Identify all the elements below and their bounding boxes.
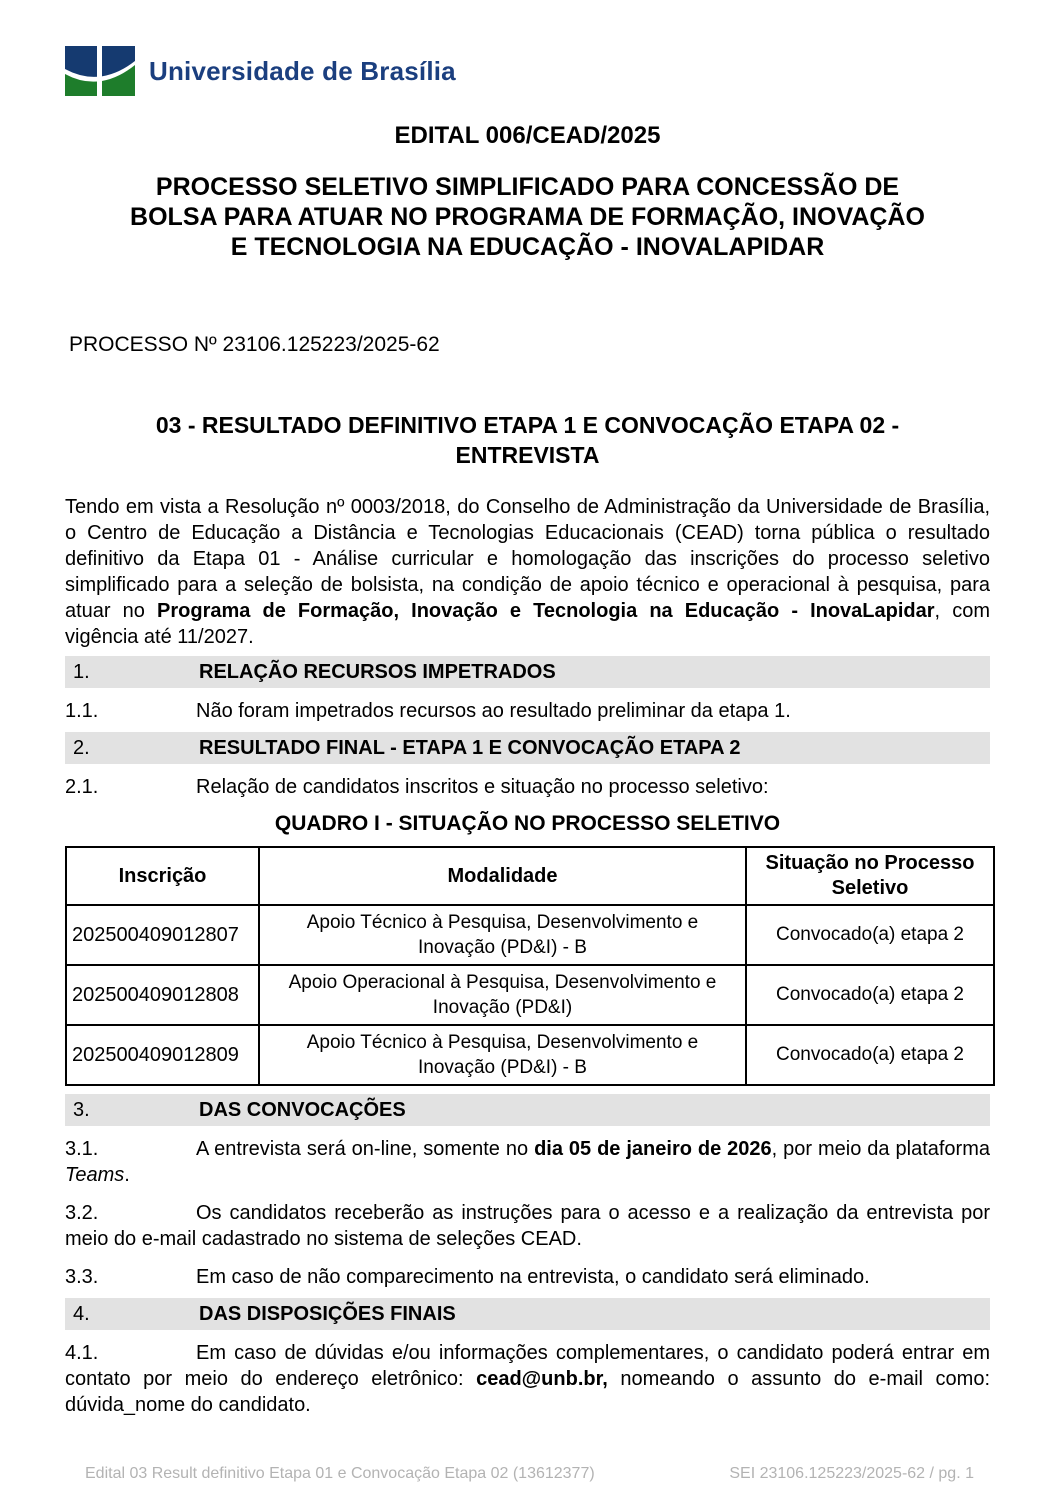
intro-paragraph [65, 494, 990, 650]
section-3-number: 3. [73, 1099, 90, 1121]
edital-title: EDITAL 006/CEAD/2025 [394, 122, 661, 149]
table-header-row [66, 847, 994, 905]
edital-subtitle: PROCESSO SELETIVO SIMPLIFICADO PARA CONCESSÃO DE BOLSA PARA ATUAR NO PROGRAMA DE FORMAÇÃO, INOVAÇÃO E TECNOLOGIA NA EDUCAÇÃO - INOVALAPIDAR [130, 173, 925, 261]
footer-document-label: Edital 03 Result definitivo Etapa 01 e Convocação Etapa 02 (13612377) [85, 1465, 595, 1482]
section-2-header [65, 732, 990, 764]
cell-inscricao: 202500409012808 [66, 965, 259, 1025]
item-3-3-text: Em caso de não comparecimento na entrevista, o candidato será eliminado. [196, 1266, 870, 1288]
process-number: PROCESSO Nº 23106.125223/2025-62 [69, 333, 440, 356]
result-section-heading: 03 - RESULTADO DEFINITIVO ETAPA 1 E CONVOCAÇÃO ETAPA 02 - ENTREVISTA [155, 412, 900, 468]
item-3-2 [65, 1200, 990, 1252]
cell-inscricao: 202500409012809 [66, 1025, 259, 1085]
item-3-3-number: 3.3. [65, 1266, 99, 1288]
intro-text-1: Tendo em vista a Resolução nº 0003/2018, do Conselho de Administração da Universidade de Brasília, o Centro de Educação a Distância e Tecnologias Educacionais (CEAD) torna pública o resultado definitivo da Etapa 01 - Análise curricular e homologação das inscrições do processo seletivo simplificado para a seleção de bolsista, na condição de apoio técnico e operacional à pesquisa, para atuar no [65, 496, 990, 622]
item-3-1-platform: Teams [65, 1164, 125, 1186]
intro-text-2: , com vigência até 11/2027. [65, 600, 990, 648]
section-4-number: 4. [73, 1303, 90, 1325]
item-1-1 [65, 698, 990, 724]
item-4-1-text-2: nomeando o assunto do e-mail como: dúvida_nome do candidato. [65, 1368, 991, 1416]
col-header-inscricao: Inscrição [66, 847, 259, 905]
item-3-2-number: 3.2. [65, 1202, 99, 1224]
item-3-1-text-3: . [124, 1164, 130, 1186]
cell-situacao: Convocado(a) etapa 2 [746, 905, 994, 965]
item-3-3 [65, 1264, 990, 1290]
unb-logo-header [65, 46, 990, 96]
section-3-header [65, 1094, 990, 1126]
university-name: Universidade de Brasília [149, 55, 456, 86]
col-header-modalidade: Modalidade [259, 847, 746, 905]
item-3-1-number: 3.1. [65, 1138, 99, 1160]
item-3-2-text: Os candidatos receberão as instruções para o acesso e a realização da entrevista por meio do e-mail cadastrado no sistema de seleções CEAD. [65, 1202, 990, 1250]
item-3-1-text-2: , por meio da plataforma [771, 1138, 990, 1160]
item-2-1 [65, 774, 990, 800]
unb-logo-icon [65, 46, 135, 96]
item-3-1-text-1: A entrevista será on-line, somente no [196, 1138, 535, 1160]
cell-situacao: Convocado(a) etapa 2 [746, 1025, 994, 1085]
item-2-1-text: Relação de candidatos inscritos e situação no processo seletivo: [196, 776, 769, 798]
section-1-title: RELAÇÃO RECURSOS IMPETRADOS [199, 661, 556, 683]
situacao-table [65, 846, 995, 1086]
col-header-situacao: Situação no Processo Seletivo [746, 847, 994, 905]
item-1-1-number: 1.1. [65, 700, 99, 722]
table-row [66, 1025, 994, 1085]
cell-inscricao: 202500409012807 [66, 905, 259, 965]
item-2-1-number: 2.1. [65, 776, 99, 798]
item-4-1-text-1: Em caso de dúvidas e/ou informações complementares, o candidato poderá entrar em contato por meio do endereço eletrônico: [65, 1342, 990, 1390]
item-4-1-number: 4.1. [65, 1342, 99, 1364]
cell-situacao: Convocado(a) etapa 2 [746, 965, 994, 1025]
section-2-title: RESULTADO FINAL - ETAPA 1 E CONVOCAÇÃO ETAPA 2 [199, 737, 741, 759]
table-row [66, 905, 994, 965]
section-1-number: 1. [73, 661, 90, 683]
section-1-header [65, 656, 990, 688]
section-4-title: DAS DISPOSIÇÕES FINAIS [199, 1303, 456, 1325]
table-row [66, 965, 994, 1025]
quadro-title: QUADRO I - SITUAÇÃO NO PROCESSO SELETIVO [274, 812, 781, 835]
page-footer [65, 1465, 990, 1483]
footer-sei-page-label: SEI 23106.125223/2025-62 / pg. 1 [729, 1465, 974, 1482]
cell-modalidade: Apoio Técnico à Pesquisa, Desenvolvimento e Inovação (PD&I) - B [259, 1025, 746, 1085]
section-3-title: DAS CONVOCAÇÕES [199, 1099, 406, 1121]
item-4-1 [65, 1340, 990, 1418]
item-4-1-email: cead@unb.br, [476, 1368, 608, 1390]
item-1-1-text: Não foram impetrados recursos ao resultado preliminar da etapa 1. [196, 700, 791, 722]
section-4-header [65, 1298, 990, 1330]
item-3-1-date: dia 05 de janeiro de 2026 [534, 1138, 772, 1160]
intro-program-name: Programa de Formação, Inovação e Tecnologia na Educação - InovaLapidar [157, 600, 935, 622]
item-3-1 [65, 1136, 990, 1188]
section-2-number: 2. [73, 737, 90, 759]
cell-modalidade: Apoio Operacional à Pesquisa, Desenvolvimento e Inovação (PD&I) [259, 965, 746, 1025]
cell-modalidade: Apoio Técnico à Pesquisa, Desenvolvimento e Inovação (PD&I) - B [259, 905, 746, 965]
